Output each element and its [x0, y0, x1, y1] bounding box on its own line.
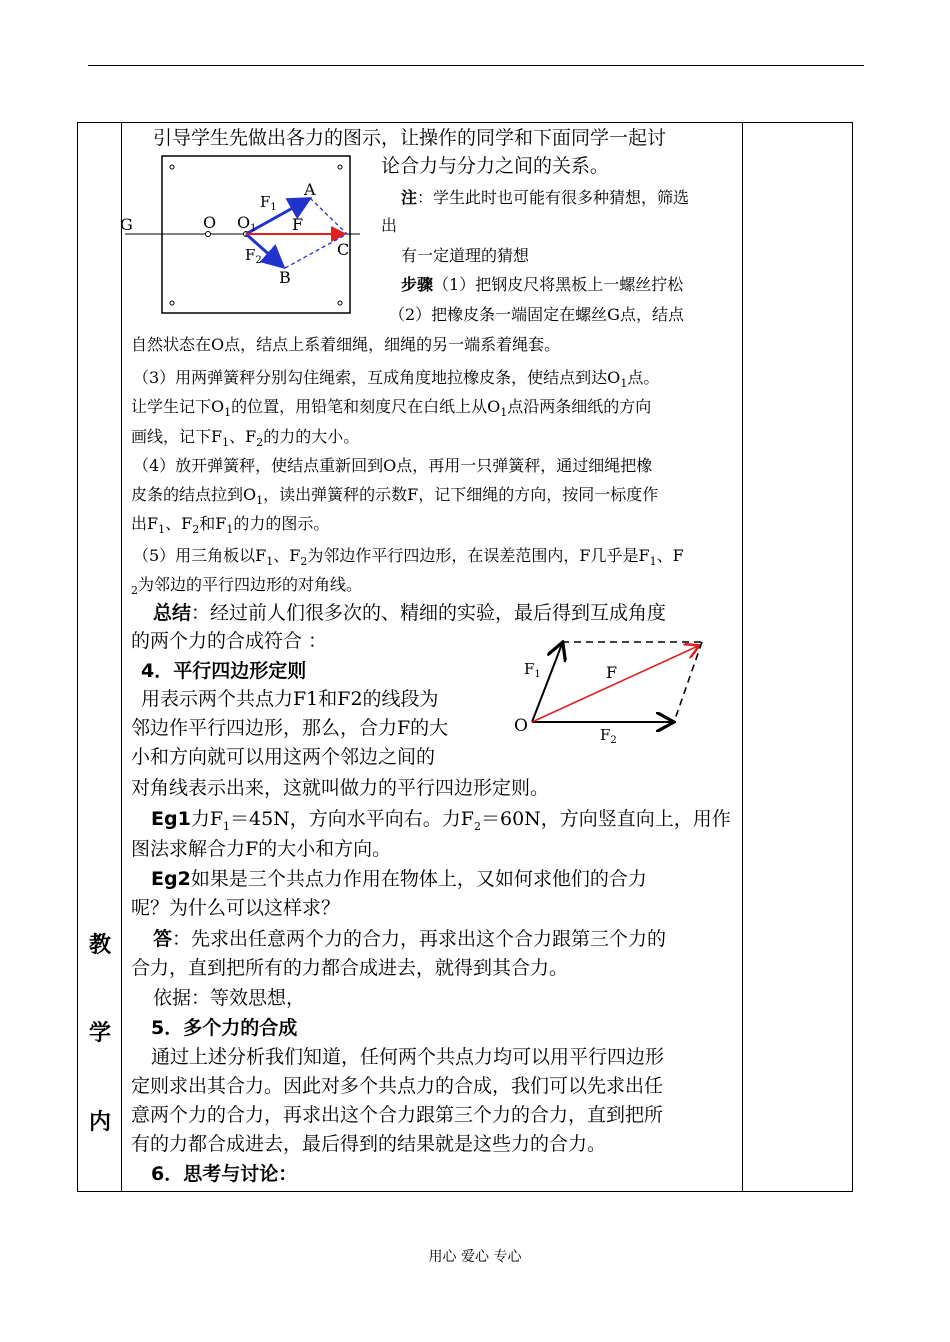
- section-char-1: 教: [88, 933, 111, 958]
- note-line: 有一定道理的猜想: [401, 246, 530, 265]
- example-line: Eg2如果是三个共点力作用在物体上，又如何求他们的合力: [151, 868, 647, 890]
- heading-5: 5．多个力的合成: [151, 1017, 298, 1039]
- board-screw: [338, 165, 342, 169]
- board-screw: [170, 301, 174, 305]
- answer-line: 答：先求出任意两个力的合力，再求出这个合力跟第三个力的: [153, 928, 667, 950]
- step-line: （3）用两弹簧秤分别勾住绳索，互成角度地拉橡皮条，使结点到达$O_1$点。: [133, 368, 660, 391]
- label-f: F: [292, 215, 304, 234]
- label-o: O: [203, 213, 217, 232]
- text-line: 依据：等效思想，: [153, 987, 306, 1009]
- label-b: B: [279, 268, 291, 287]
- label-a: A: [304, 180, 316, 199]
- section-char-3: 内: [88, 1110, 111, 1135]
- step-line: （4）放开弹簧秤，使结点重新回到O点，再用一只弹簧秤，通过细绳把橡: [133, 456, 653, 475]
- step-line: （5）用三角板以$F_1$、$F_2$为邻边作平行四边形，在误差范围内，F几乎是$F_1$、F: [133, 546, 684, 569]
- step-line: 出$F_1$、$F_2$和$F_1$的力的图示。: [131, 514, 330, 537]
- text-line: 引导学生先做出各力的图示，让操作的同学和下面同学一起讨: [153, 127, 667, 149]
- step-line: 自然状态在O点，结点上系着细绳，细绳的另一端系着绳套。: [131, 335, 561, 354]
- label-o1: O1: [237, 213, 257, 234]
- text-line: 对角线表示出来，这就叫做力的平行四边形定则。: [131, 777, 550, 799]
- label-o: O: [514, 716, 528, 736]
- text-line: 小和方向就可以用这两个邻边之间的: [131, 746, 436, 768]
- notes-column: [742, 123, 852, 1191]
- summary-line: 总结：经过前人们很多次的、精细的实验，最后得到互成角度: [153, 602, 667, 624]
- text-line: 通过上述分析我们知道，任何两个共点力均可以用平行四边形: [151, 1046, 665, 1068]
- board-screw: [338, 301, 342, 305]
- header-rule: [88, 65, 864, 66]
- step-line: 皮条的结点拉到$O_1$，读出弹簧秤的示数F，记下细绳的方向，按同一标度作: [131, 485, 659, 508]
- note-line: 注：学生此时也可能有很多种猜想，筛选: [401, 188, 690, 207]
- section-char-2: 学: [88, 1021, 111, 1046]
- text-line: 有的力都合成进去，最后得到的结果就是这些力的合力。: [131, 1133, 607, 1155]
- label-g: G: [120, 215, 133, 234]
- text-line: 论合力与分力之间的关系。: [381, 155, 610, 177]
- example-line: 呢？为什么可以这样求？: [131, 897, 341, 919]
- dashed-right: [674, 642, 702, 722]
- text-line: 意两个力的合力，再求出这个合力跟第三个力的合力，直到把所: [131, 1104, 664, 1126]
- parallelogram-diagram: [510, 632, 725, 752]
- step-line: （2）把橡皮条一端固定在螺丝G点，结点: [389, 305, 684, 324]
- board-screw: [170, 165, 174, 169]
- heading-4: 4．平行四边形定则: [141, 660, 307, 682]
- label-f2: $F_2$: [245, 246, 262, 266]
- text-line: 用表示两个共点力F1和F2的线段为: [141, 688, 439, 710]
- step-line: 让学生记下$O_1$的位置，用铅笔和刻度尺在白纸上从$O_1$点沿两条细纸的方向: [131, 397, 652, 420]
- heading-6: 6．思考与讨论：: [151, 1163, 298, 1185]
- note-line: 出: [381, 216, 398, 235]
- label-c: C: [337, 240, 350, 259]
- text-line: 定则求出其合力。因此对多个共点力的合成，我们可以先求出任: [131, 1075, 664, 1097]
- example-line: 图法求解合力F的大小和方向。: [131, 838, 392, 860]
- step-line: 画线，记下$F_1$、$F_2$的力的大小。: [131, 427, 360, 450]
- label-f2: $F_2$: [600, 726, 617, 746]
- dashed-edge: [310, 198, 347, 234]
- example-line: Eg1力$F_1=45N$，方向水平向右。力$F_2=60N$，方向竖直向上，用作: [151, 808, 731, 833]
- step-line: 步骤（1）把钢皮尺将黑板上一螺丝拧松: [401, 275, 684, 294]
- label-f: F: [606, 663, 618, 682]
- experiment-diagram: [115, 150, 375, 320]
- step-line: $_2$为邻边的平行四边形的对角线。: [131, 575, 363, 598]
- text-line: 邻边作平行四边形，那么，合力F的大: [131, 717, 449, 739]
- label-f1: $F_1$: [260, 193, 277, 213]
- page-footer: 用心 爱心 专心: [428, 1249, 522, 1265]
- answer-line: 合力，直到把所有的力都合成进去，就得到其合力。: [131, 957, 569, 979]
- summary-line: 的两个力的合成符合 ：: [131, 630, 328, 652]
- point-o: [206, 232, 211, 237]
- label-f1: $F_1$: [524, 660, 541, 680]
